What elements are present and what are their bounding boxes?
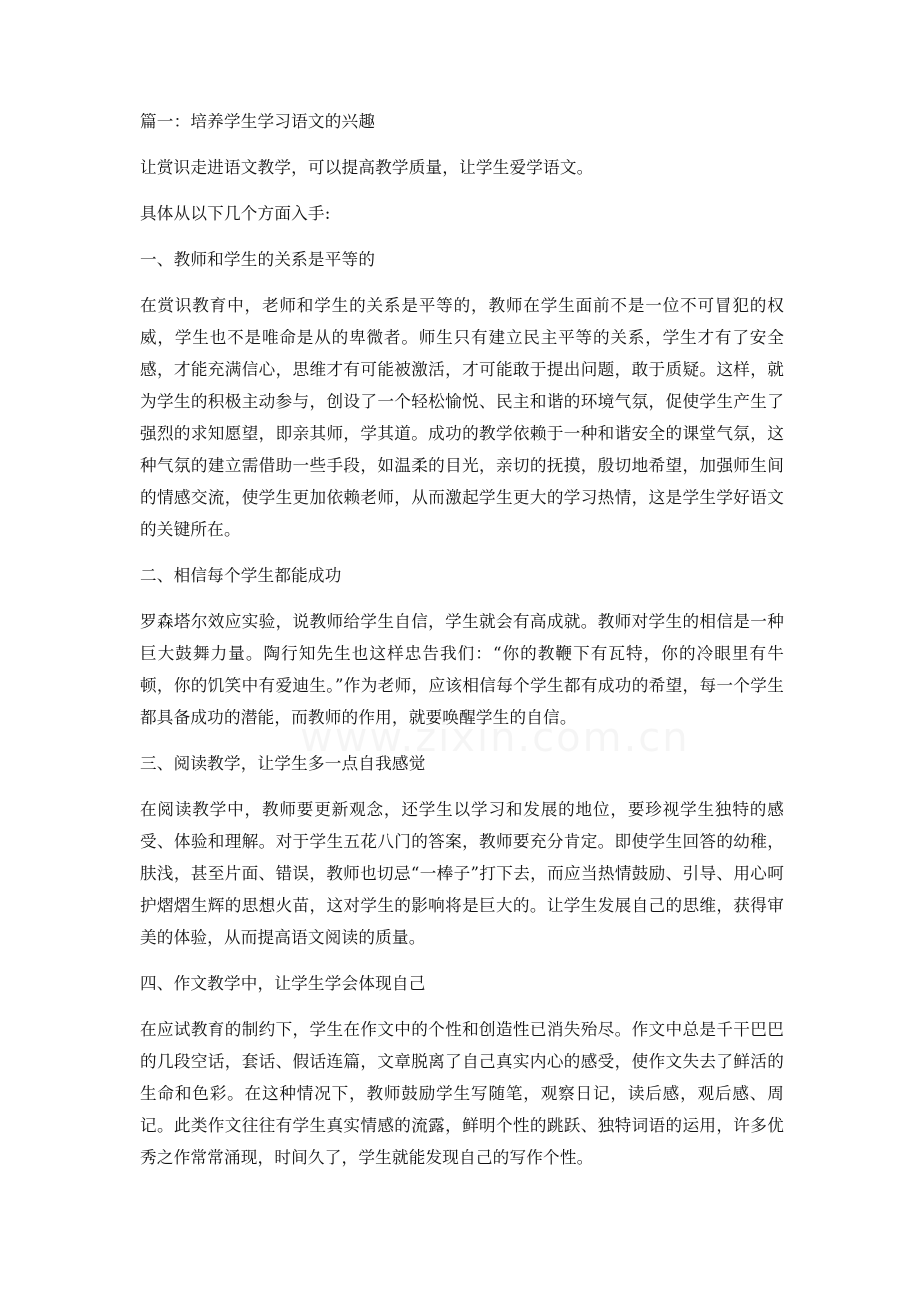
section-heading-1: 一、教师和学生的关系是平等的 — [140, 250, 376, 269]
section-body-4: 在应试教育的制约下，学生在作文中的个性和创造性已消失殆尽。作文中总是千干巴巴的几段空话，套话、假话连篇，文章脱离了自己真实内心的感受，使作文失去了鲜活的生命和色彩。在这种情况下，教师鼓励学生写随笔，观察日记，读后感，观后感、周记。此类作文往往有学生真实情感的流露，鲜明个性的跳跃、独特词语的运用，许多优秀之作常常涌现，时间久了，学生就能发现自己的写作个性。 — [140, 1020, 784, 1167]
section-heading-2: 二、相信每个学生都能成功 — [140, 566, 342, 585]
document-title: 篇一：培养学生学习语文的兴趣 — [140, 112, 376, 131]
intro-lead-in: 具体从以下几个方面入手: — [140, 204, 331, 223]
section-body-2: 罗森塔尔效应实验，说教师给学生自信，学生就会有高成就。教师对学生的相信是一种巨大鼓舞力量。陶行知先生也这样忠告我们：“你的教鞭下有瓦特，你的冷眼里有牛顿，你的饥笑中有爱迪生。”作为老师，应该相信每个学生都有成功的希望，每一个学生都具备成功的潜能，而教师的作用，就要唤醒学生的自信。 — [140, 612, 784, 727]
document-body — [140, 106, 784, 1188]
section-body-1: 在赏识教育中，老师和学生的关系是平等的，教师在学生面前不是一位不可冒犯的权威，学生也不是唯命是从的卑微者。师生只有建立民主平等的关系，学生才有了安全感，才能充满信心，思维才有可能被激活，才可能敢于提出问题，敢于质疑。这样，就为学生的积极主动参与，创设了一个轻松愉悦、民主和谐的环境气氛，促使学生产生了强烈的求知愿望，即亲其师，学其道。成功的教学依赖于一种和谐安全的课堂气氛，这种气氛的建立需借助一些手段，如温柔的目光，亲切的抚摸，殷切地希望，加强师生间的情感交流，使学生更加依赖老师，从而激起学生更大的学习热情，这是学生学好语文的关键所在。 — [140, 296, 784, 539]
section-body-3: 在阅读教学中，教师要更新观念，还学生以学习和发展的地位，要珍视学生独特的感受、体验和理解。对于学生五花八门的答案，教师要充分肯定。即使学生回答的幼稚，肤浅，甚至片面、错误，教师也切忌“一棒子”打下去，而应当热情鼓励、引导、用心呵护熠熠生辉的思想火苗，这对学生的影响将是巨大的。让学生发展自己的思维，获得审美的体验，从而提高语文阅读的质量。 — [140, 800, 784, 947]
section-heading-4: 四、作文教学中，让学生学会体现自己 — [140, 974, 426, 993]
section-heading-3: 三、阅读教学，让学生多一点自我感觉 — [140, 754, 426, 773]
intro-paragraph: 让赏识走进语文教学，可以提高教学质量，让学生爱学语文。 — [140, 158, 594, 177]
